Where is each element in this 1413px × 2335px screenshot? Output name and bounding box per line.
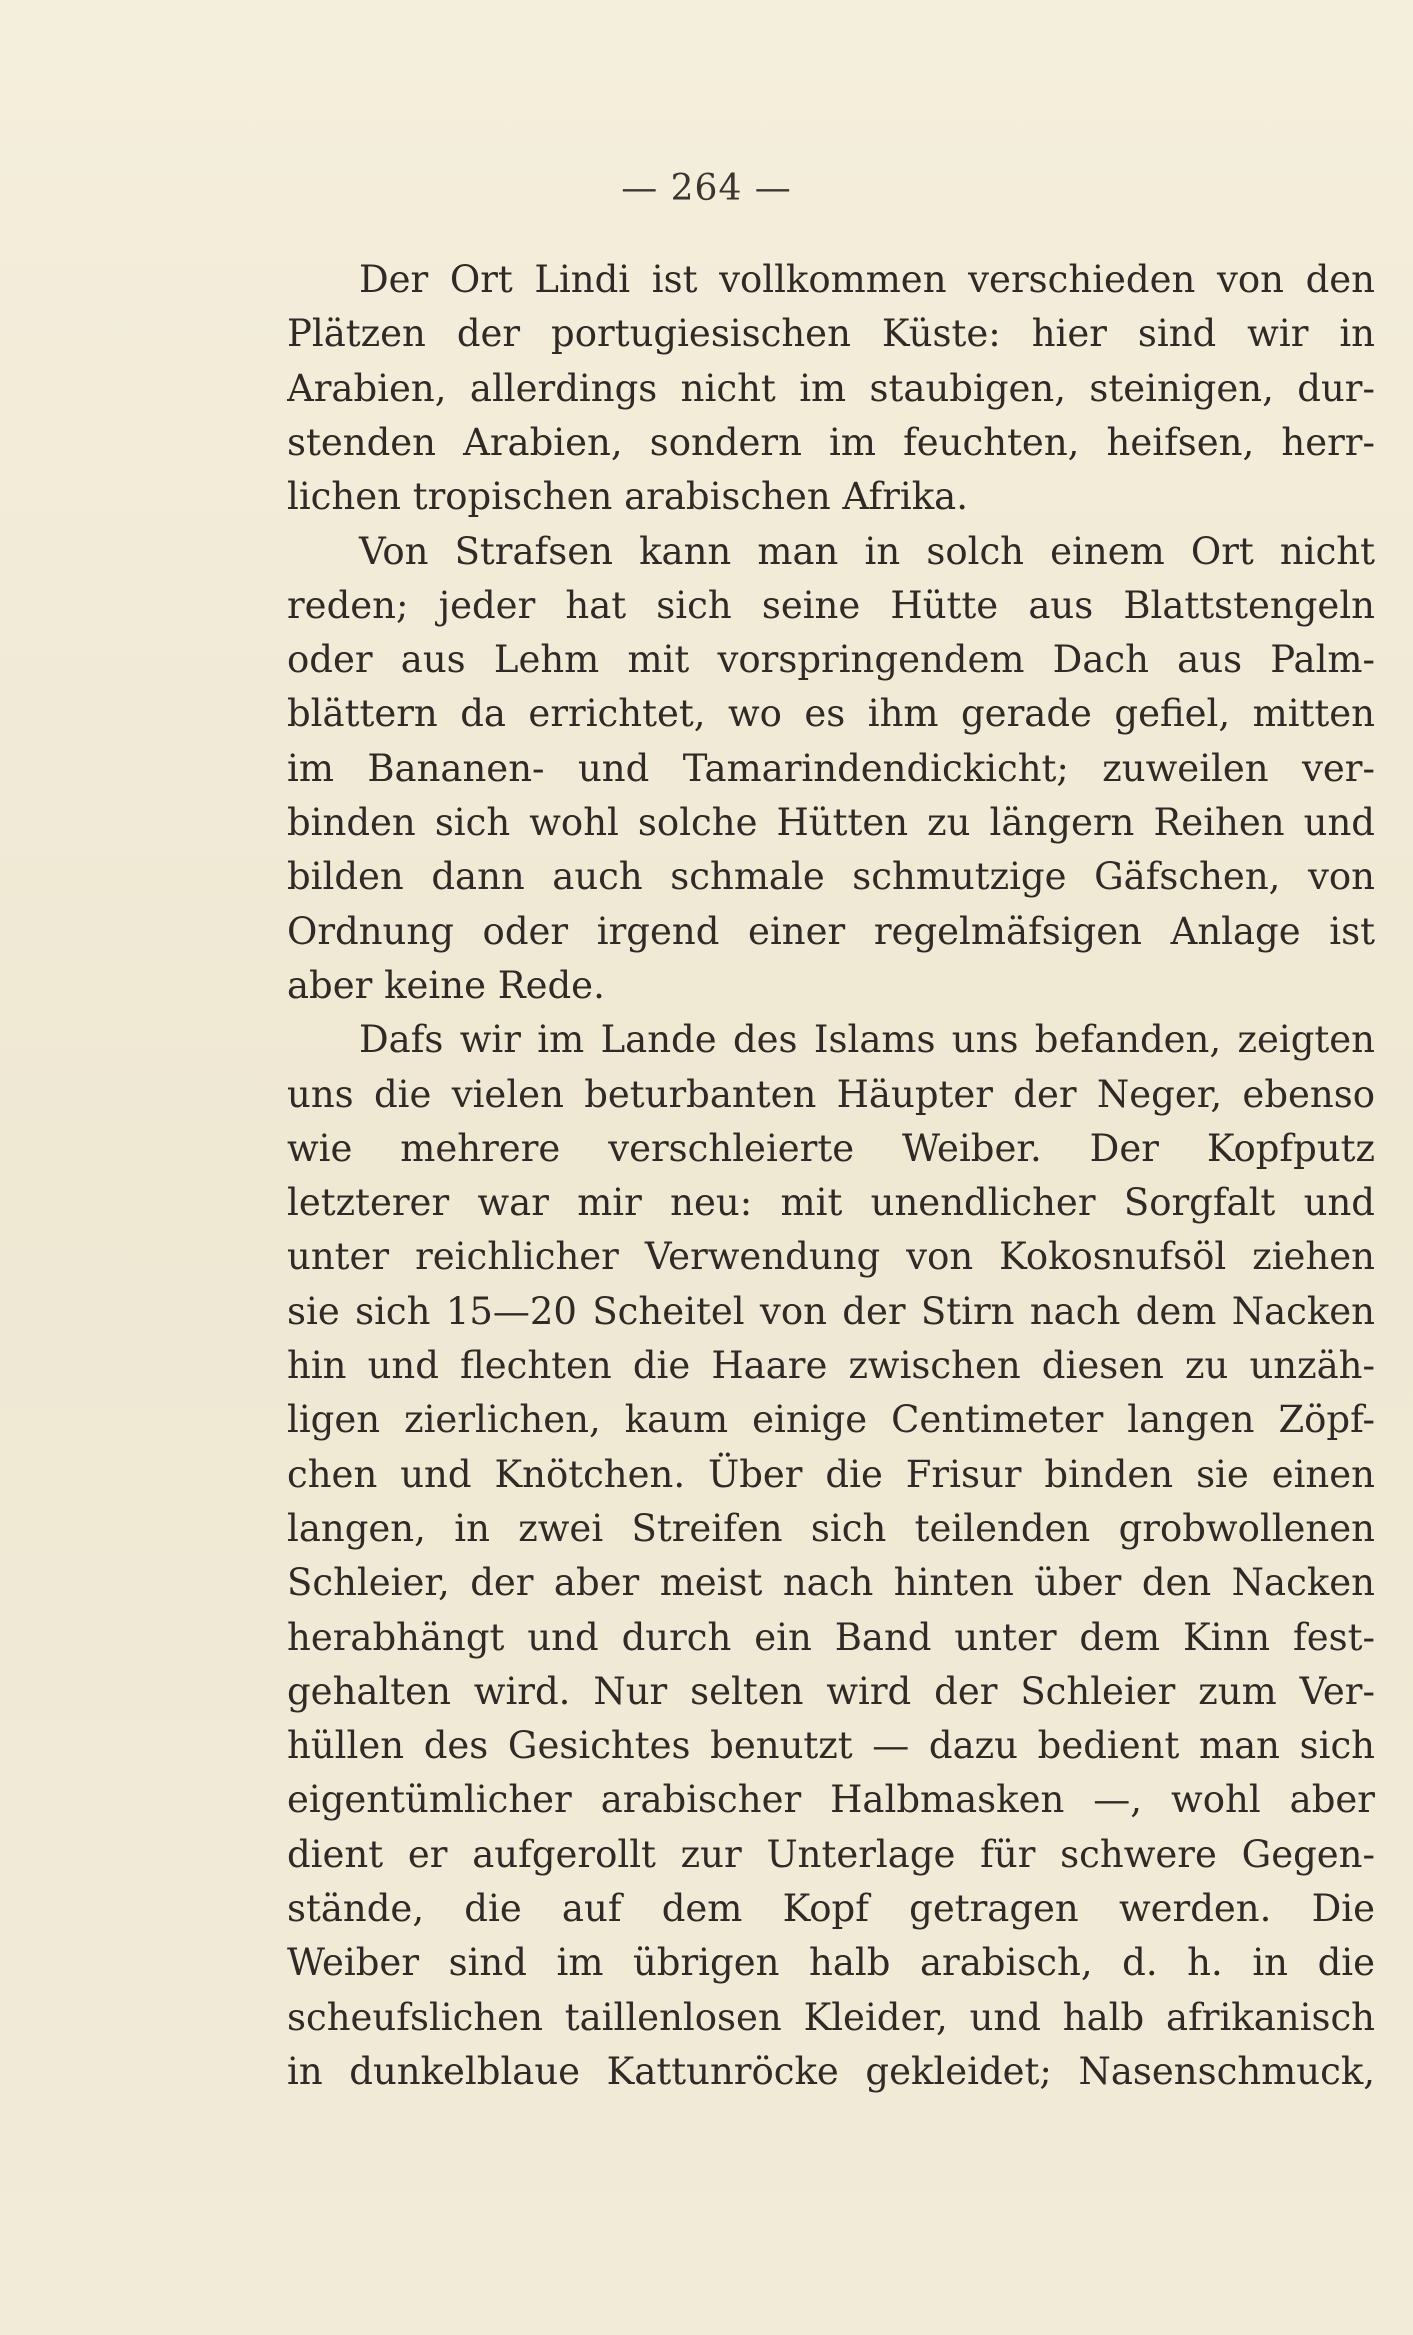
text-line: gehalten wird. Nur selten wird der Schleier zum Ver- xyxy=(287,1669,1375,1713)
text-line: langen, in zwei Streifen sich teilenden grobwollenen xyxy=(287,1506,1375,1550)
text-line: hin und flechten die Haare zwischen diesen zu unzäh- xyxy=(287,1344,1375,1387)
text-line: Schleier, der aber meist nach hinten über den Nacken xyxy=(287,1561,1375,1605)
text-line: Der Ort Lindi ist vollkommen verschieden von den xyxy=(359,258,1375,301)
text-line: dient er aufgerollt zur Unterlage für schwere Gegen- xyxy=(287,1832,1375,1876)
text-line: herabhängt und durch ein Band unter dem Kinn fest- xyxy=(287,1615,1375,1659)
text-line: hüllen des Gesichtes benutzt — dazu bedient man sich xyxy=(287,1724,1375,1768)
text-line: eigentümlicher arabischer Halbmasken —, wohl aber xyxy=(287,1778,1375,1822)
text-line: sie sich 15—20 Scheitel von der Stirn nach dem Nacken xyxy=(287,1289,1375,1333)
text-line: lichen tropischen arabischen Afrika. xyxy=(287,475,968,519)
text-line: stenden Arabien, sondern im feuchten, heifsen, herr- xyxy=(287,420,1375,464)
text-line: oder aus Lehm mit vorspringendem Dach aus Palm- xyxy=(287,638,1375,682)
text-line: Dafs wir im Lande des Islams uns befanden, zeigten xyxy=(359,1018,1375,1062)
text-line: chen und Knötchen. Über die Frisur binden sie einen xyxy=(287,1452,1375,1496)
text-line: binden sich wohl solche Hütten zu längern Reihen und xyxy=(287,801,1375,844)
text-line: unter reichlicher Verwendung von Kokosnufsöl ziehen xyxy=(287,1235,1375,1279)
text-line: scheufslichen taillenlosen Kleider, und halb afrikanisch xyxy=(287,1995,1375,2039)
text-line: uns die vielen beturbanten Häupter der Neger, ebenso xyxy=(287,1072,1375,1116)
text-line: stände, die auf dem Kopf getragen werden. Die xyxy=(287,1887,1375,1930)
text-line: wie mehrere verschleierte Weiber. Der Kopfputz xyxy=(287,1126,1375,1170)
page-number: — 264 — xyxy=(621,168,792,209)
text-line: reden; jeder hat sich seine Hütte aus Blattstengeln xyxy=(287,583,1375,627)
text-line: blättern da errichtet, wo es ihm gerade gefiel, mitten xyxy=(287,692,1375,736)
text-line: Ordnung oder irgend einer regelmäfsigen Anlage ist xyxy=(287,909,1375,953)
text-line: Arabien, allerdings nicht im staubigen, steinigen, dur- xyxy=(287,366,1375,410)
text-line: aber keine Rede. xyxy=(287,963,605,1007)
text-line: in dunkelblaue Kattunröcke gekleidet; Nasenschmuck, xyxy=(287,2049,1375,2093)
text-line: Weiber sind im übrigen halb arabisch, d. h. in die xyxy=(287,1941,1375,1985)
text-line: bilden dann auch schmale schmutzige Gäfschen, von xyxy=(287,855,1375,899)
text-line: ligen zierlichen, kaum einige Centimeter langen Zöpf- xyxy=(287,1398,1375,1442)
text-line: im Bananen- und Tamarindendickicht; zuweilen ver- xyxy=(287,746,1375,790)
text-line: letzterer war mir neu: mit unendlicher Sorgfalt und xyxy=(287,1181,1375,1225)
text-line: Plätzen der portugiesischen Küste: hier sind wir in xyxy=(287,312,1375,356)
text-line: Von Strafsen kann man in solch einem Ort nicht xyxy=(359,529,1375,573)
